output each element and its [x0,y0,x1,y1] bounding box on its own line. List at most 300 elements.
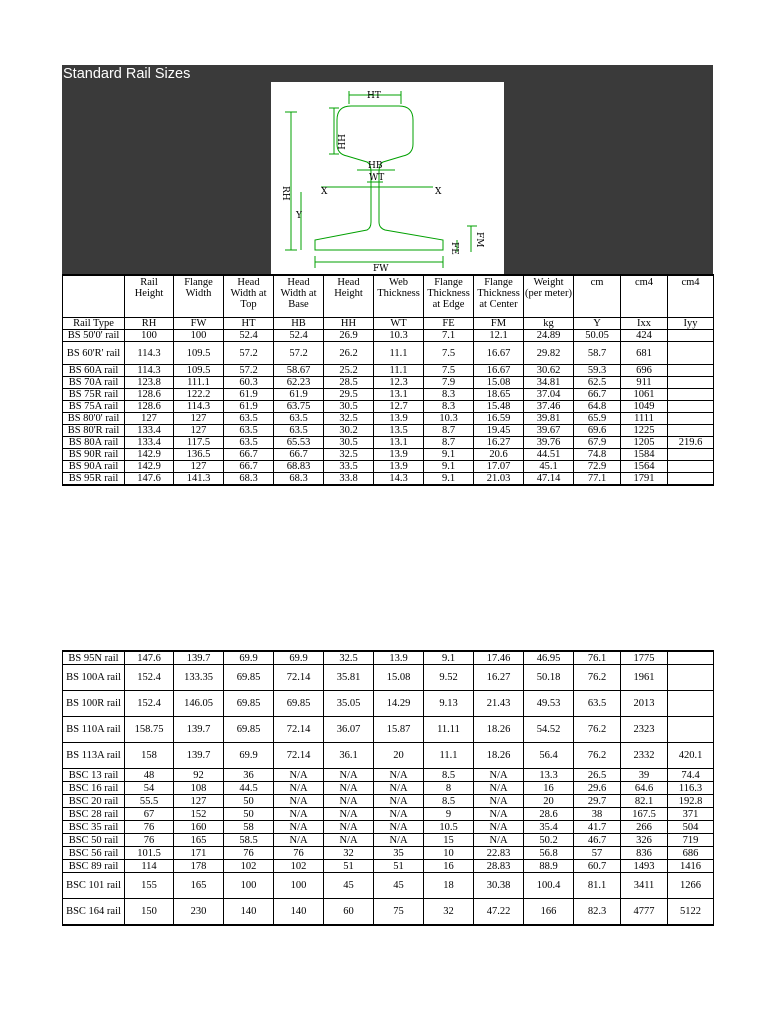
value-cell: 1564 [621,461,668,473]
rail-type-cell: BSC 50 rail [63,834,125,847]
value-cell: 30.5 [324,437,374,449]
value-cell: N/A [324,782,374,795]
value-cell: 50 [224,795,274,808]
value-cell: 133.4 [125,425,174,437]
table-row [63,743,714,769]
value-cell: 61.9 [224,389,274,401]
value-cell: 76 [125,821,174,834]
rail-type-cell: BS 80'0' rail [63,413,125,425]
value-cell: 2332 [621,743,668,769]
rh-label: RH [280,186,290,201]
value-cell: 33.5 [324,461,374,473]
rail-type-cell: BSC 28 rail [63,808,125,821]
value-cell: 8 [424,782,474,795]
value-cell: 63.5 [224,425,274,437]
value-cell: 15 [424,834,474,847]
rail-type-cell: BSC 16 rail [63,782,125,795]
value-cell: 30.62 [524,365,574,377]
value-cell: 69.6 [574,425,621,437]
value-cell: 64.8 [574,401,621,413]
value-cell: 76.2 [574,717,621,743]
value-cell: 166 [524,899,574,926]
value-cell: 11.1 [374,342,424,365]
value-cell: 32 [324,847,374,860]
value-cell: 50.05 [574,330,621,342]
value-cell: 142.9 [125,449,174,461]
symbol-cell: Ixx [621,318,668,330]
value-cell: 33.8 [324,473,374,486]
value-cell: 133.35 [174,665,224,691]
value-cell: 101.5 [125,847,174,860]
value-cell: N/A [324,795,374,808]
value-cell: 72.9 [574,461,621,473]
value-cell: N/A [374,821,424,834]
value-cell [668,651,714,665]
rail-type-cell: BS 60A rail [63,365,125,377]
header-unit-cm4-iyy: cm4 [668,275,714,318]
value-cell: 16.67 [474,342,524,365]
value-cell: 29.6 [574,782,621,795]
value-cell: 1961 [621,665,668,691]
value-cell: 1205 [621,437,668,449]
symbol-cell: FM [474,318,524,330]
table-row [63,365,714,377]
value-cell: 45 [374,873,424,899]
value-cell: 146.05 [174,691,224,717]
value-cell: 230 [174,899,224,926]
value-cell: 326 [621,834,668,847]
value-cell: 13.9 [374,449,424,461]
value-cell: 68.83 [274,461,324,473]
value-cell: 35.4 [524,821,574,834]
value-cell: 13.5 [374,425,424,437]
value-cell: 46.95 [524,651,574,665]
header-weight: Weight (per meter) [524,275,574,318]
value-cell: 20.6 [474,449,524,461]
value-cell: 117.5 [174,437,224,449]
value-cell: 29.82 [524,342,574,365]
value-cell: 48 [125,769,174,782]
value-cell: 9.1 [424,449,474,461]
value-cell: 13.1 [374,437,424,449]
value-cell: 504 [668,821,714,834]
value-cell: N/A [274,821,324,834]
value-cell: 88.9 [524,860,574,873]
value-cell: 1416 [668,860,714,873]
value-cell: 30.5 [324,401,374,413]
value-cell: 29.7 [574,795,621,808]
value-cell: 7.1 [424,330,474,342]
value-cell: N/A [474,808,524,821]
value-cell: N/A [324,821,374,834]
value-cell: 63.5 [274,413,324,425]
rail-type-cell: BSC 13 rail [63,769,125,782]
fm-label: FM [474,232,484,248]
value-cell: 100.4 [524,873,574,899]
value-cell: 7.5 [424,342,474,365]
value-cell: 102 [224,860,274,873]
value-cell: 60 [324,899,374,926]
table-row [63,330,714,342]
value-cell: 219.6 [668,437,714,449]
value-cell: 114.3 [125,342,174,365]
value-cell: N/A [374,834,424,847]
symbol-cell: Iyy [668,318,714,330]
symbol-cell: HT [224,318,274,330]
value-cell: 719 [668,834,714,847]
value-cell: 123.8 [125,377,174,389]
value-cell: 77.1 [574,473,621,486]
value-cell: 41.7 [574,821,621,834]
value-cell: 66.7 [574,389,621,401]
value-cell: 39.76 [524,437,574,449]
rail-type-cell: BSC 164 rail [63,899,125,926]
header-head-width-top: Head Width at Top [224,275,274,318]
value-cell: 8.3 [424,389,474,401]
page-title: Standard Rail Sizes [63,66,191,82]
value-cell: 76.2 [574,743,621,769]
value-cell: 266 [621,821,668,834]
value-cell: 36.1 [324,743,374,769]
value-cell: 37.04 [524,389,574,401]
value-cell: 100 [224,873,274,899]
value-cell: 50.2 [524,834,574,847]
value-cell: 45 [324,873,374,899]
value-cell: 13.3 [524,769,574,782]
value-cell: 158 [125,743,174,769]
value-cell: 128.6 [125,389,174,401]
value-cell: 19.45 [474,425,524,437]
header-unit-cm: cm [574,275,621,318]
value-cell: 686 [668,847,714,860]
value-cell: 139.7 [174,743,224,769]
value-cell: 8.5 [424,795,474,808]
value-cell: 15.08 [374,665,424,691]
value-cell: 1775 [621,651,668,665]
value-cell: N/A [374,795,424,808]
value-cell [668,413,714,425]
rail-type-cell: BS 80A rail [63,437,125,449]
rail-type-cell: BS 90A rail [63,461,125,473]
value-cell: 44.51 [524,449,574,461]
hh-label: HH [335,134,345,150]
symbol-cell: kg [524,318,574,330]
value-cell: 57.2 [224,365,274,377]
header-cell-blank [63,275,125,318]
value-cell: 37.46 [524,401,574,413]
ht-label: HT [367,91,381,101]
value-cell: 76 [125,834,174,847]
value-cell: 155 [125,873,174,899]
value-cell: 16.27 [474,665,524,691]
value-cell: 114 [125,860,174,873]
value-cell: 127 [125,413,174,425]
rail-type-cell: BS 75R rail [63,389,125,401]
value-cell: 122.2 [174,389,224,401]
value-cell: 136.5 [174,449,224,461]
value-cell: 67.9 [574,437,621,449]
value-cell: 15.87 [374,717,424,743]
value-cell [668,449,714,461]
value-cell: 30.2 [324,425,374,437]
value-cell: 424 [621,330,668,342]
table-row [63,342,714,365]
header-unit-cm4-ixx: cm4 [621,275,668,318]
value-cell: 13.9 [374,651,424,665]
value-cell: 116.3 [668,782,714,795]
value-cell: 9.1 [424,473,474,486]
value-cell: 24.89 [524,330,574,342]
value-cell: 15.48 [474,401,524,413]
rail-type-cell: BSC 35 rail [63,821,125,834]
value-cell: 62.5 [574,377,621,389]
value-cell: 29.5 [324,389,374,401]
value-cell: 127 [174,795,224,808]
value-cell: 1493 [621,860,668,873]
value-cell: 66.7 [224,461,274,473]
value-cell: 1584 [621,449,668,461]
value-cell: 127 [174,425,224,437]
value-cell: 72.14 [274,743,324,769]
value-cell: 30.38 [474,873,524,899]
value-cell: N/A [324,769,374,782]
value-cell: 8.5 [424,769,474,782]
value-cell: 10.5 [424,821,474,834]
value-cell: 18 [424,873,474,899]
symbol-cell: FW [174,318,224,330]
table-row [63,795,714,808]
value-cell: 147.6 [125,473,174,486]
header-web-thickness: Web Thickness [374,275,424,318]
rail-type-cell: BS 113A rail [63,743,125,769]
value-cell: N/A [374,782,424,795]
rail-type-cell: BSC 89 rail [63,860,125,873]
value-cell: 76 [224,847,274,860]
value-cell: 4777 [621,899,668,926]
value-cell: 17.46 [474,651,524,665]
value-cell: 57.2 [274,342,324,365]
value-cell: 69.85 [274,691,324,717]
value-cell: 65.53 [274,437,324,449]
value-cell: 55.5 [125,795,174,808]
value-cell: 10 [424,847,474,860]
value-cell: 12.7 [374,401,424,413]
value-cell [668,691,714,717]
value-cell: 82.1 [621,795,668,808]
value-cell: 38 [574,808,621,821]
value-cell [668,473,714,486]
value-cell: 147.6 [125,651,174,665]
value-cell: 35.05 [324,691,374,717]
value-cell: 28.5 [324,377,374,389]
value-cell: 35.81 [324,665,374,691]
value-cell: 102 [274,860,324,873]
value-cell: 44.5 [224,782,274,795]
value-cell: 139.7 [174,651,224,665]
value-cell: N/A [474,834,524,847]
value-cell: 64.6 [621,782,668,795]
value-cell: 63.5 [274,425,324,437]
value-cell: 13.9 [374,461,424,473]
value-cell: 18.26 [474,743,524,769]
rail-type-cell: BS 60'R' rail [63,342,125,365]
value-cell: 1791 [621,473,668,486]
value-cell: 142.9 [125,461,174,473]
table-row [63,847,714,860]
table-row [63,425,714,437]
value-cell: 22.83 [474,847,524,860]
value-cell: 69.85 [224,665,274,691]
symbol-cell: RH [125,318,174,330]
value-cell: 8.7 [424,437,474,449]
value-cell: 420.1 [668,743,714,769]
value-cell: 63.5 [574,691,621,717]
value-cell: N/A [474,769,524,782]
value-cell: 152.4 [125,665,174,691]
value-cell: N/A [474,782,524,795]
value-cell: 16 [424,860,474,873]
value-cell: 74.4 [668,769,714,782]
rail-type-cell: BS 75A rail [63,401,125,413]
value-cell: 63.5 [224,413,274,425]
value-cell: 1225 [621,425,668,437]
value-cell: 13.1 [374,389,424,401]
value-cell: 20 [524,795,574,808]
table-row [63,389,714,401]
value-cell: 9.13 [424,691,474,717]
value-cell: 58.5 [224,834,274,847]
value-cell: 20 [374,743,424,769]
value-cell: 46.7 [574,834,621,847]
value-cell: 26.5 [574,769,621,782]
table-row [63,461,714,473]
symbol-cell: HB [274,318,324,330]
value-cell: N/A [324,808,374,821]
rail-type-cell: BS 110A rail [63,717,125,743]
rail-profile-diagram [271,82,504,275]
value-cell: 100 [174,330,224,342]
value-cell: 72.14 [274,717,324,743]
value-cell: 18.65 [474,389,524,401]
value-cell: 836 [621,847,668,860]
value-cell: 59.3 [574,365,621,377]
value-cell: 51 [374,860,424,873]
value-cell: 50 [224,808,274,821]
symbol-cell: FE [424,318,474,330]
value-cell: 171 [174,847,224,860]
header-flange-thickness-center: Flange Thickness at Center [474,275,524,318]
fe-label: FE [449,242,459,255]
wt-label: WT [369,173,385,183]
table-row [63,651,714,665]
rail-type-cell: BSC 56 rail [63,847,125,860]
value-cell: 21.03 [474,473,524,486]
rail-sizes-table-top [62,274,714,486]
value-cell: 63.5 [224,437,274,449]
value-cell: 127 [174,461,224,473]
value-cell: 66.7 [274,449,324,461]
value-cell: 72.14 [274,665,324,691]
value-cell: 12.3 [374,377,424,389]
value-cell: N/A [274,782,324,795]
value-cell: 158.75 [125,717,174,743]
value-cell: 11.1 [374,365,424,377]
value-cell [668,425,714,437]
value-cell: 36 [224,769,274,782]
value-cell: 11.11 [424,717,474,743]
value-cell: 114.3 [174,401,224,413]
value-cell: 76.1 [574,651,621,665]
value-cell: 60.3 [224,377,274,389]
table-row [63,437,714,449]
value-cell: 52.4 [224,330,274,342]
value-cell: 68.3 [224,473,274,486]
value-cell: 39 [621,769,668,782]
value-cell [668,365,714,377]
value-cell: 2013 [621,691,668,717]
value-cell: 128.6 [125,401,174,413]
value-cell: 25.2 [324,365,374,377]
rail-type-cell: BS 50'0' rail [63,330,125,342]
value-cell: 54 [125,782,174,795]
value-cell: 69.85 [224,717,274,743]
rail-type-cell: BS 95R rail [63,473,125,486]
x-left-label: X [321,187,328,197]
rail-profile-drawing [271,82,504,275]
table-row [63,473,714,486]
value-cell: 62.23 [274,377,324,389]
value-cell: 32.5 [324,651,374,665]
symbol-cell: Y [574,318,621,330]
value-cell: 109.5 [174,342,224,365]
value-cell: 152 [174,808,224,821]
value-cell: 1061 [621,389,668,401]
rail-type-cell: BS 70A rail [63,377,125,389]
value-cell: 100 [125,330,174,342]
value-cell: 67 [125,808,174,821]
value-cell: 5122 [668,899,714,926]
value-cell: 178 [174,860,224,873]
value-cell: 108 [174,782,224,795]
table-row [63,782,714,795]
value-cell: 52.4 [274,330,324,342]
value-cell: N/A [474,821,524,834]
value-cell: 11.1 [424,743,474,769]
value-cell: 69.85 [224,691,274,717]
value-cell: 109.5 [174,365,224,377]
value-cell [668,377,714,389]
value-cell: 56.4 [524,743,574,769]
header-rail-height: Rail Height [125,275,174,318]
value-cell: 167.5 [621,808,668,821]
value-cell: 9.52 [424,665,474,691]
value-cell: 49.53 [524,691,574,717]
value-cell: 150 [125,899,174,926]
value-cell: 2323 [621,717,668,743]
value-cell: 165 [174,834,224,847]
value-cell: 1111 [621,413,668,425]
value-cell: 92 [174,769,224,782]
value-cell: 32 [424,899,474,926]
value-cell [668,342,714,365]
value-cell: 76 [274,847,324,860]
fw-label: FW [373,264,389,274]
value-cell: 152.4 [125,691,174,717]
value-cell: 17.07 [474,461,524,473]
value-cell: 81.1 [574,873,621,899]
value-cell: 32.5 [324,449,374,461]
value-cell: 127 [174,413,224,425]
